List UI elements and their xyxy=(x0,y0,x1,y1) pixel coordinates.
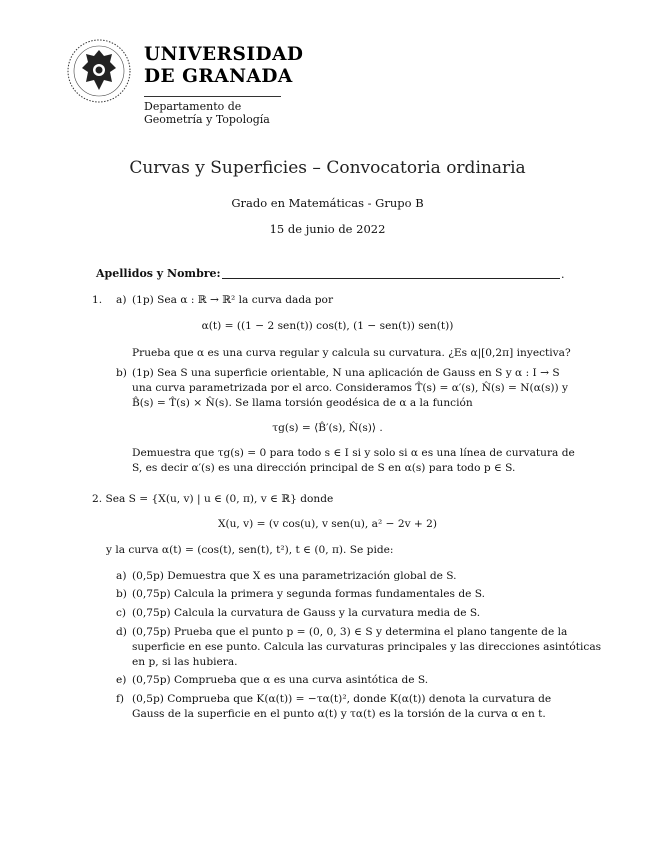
q1b-line2: una curva parametrizada por el arco. Consideramos T̂(s) = α′(s), N̂(s) = N(α(s)) y xyxy=(132,382,569,394)
header-divider xyxy=(144,96,281,97)
name-line-field[interactable] xyxy=(222,278,560,279)
q2e-label: e) xyxy=(116,674,127,686)
university-seal-icon xyxy=(66,38,132,104)
university-header xyxy=(66,38,306,128)
q2c-label: c) xyxy=(116,607,127,619)
department-name xyxy=(144,100,270,126)
q2b-label: b) xyxy=(116,588,127,600)
department-line1: Departamento de xyxy=(144,100,242,113)
q2-curve: y la curva α(t) = (cos(t), sen(t), t²), t ∈ (0, π). Se pide: xyxy=(106,544,394,556)
q2d-text-line1: (0,75p) Prueba que el punto p = (0, 0, 3) ∈ S y determina el plano tangente de la xyxy=(132,626,568,638)
q1a-text: (1p) Sea α : ℝ → ℝ² la curva dada por xyxy=(132,294,334,306)
q2d-text-line2: superficie en ese punto. Calcula las curvaturas principales y las direcciones asintóticas xyxy=(132,641,602,653)
q2a-text: (0,5p) Demuestra que X es una parametrización global de S. xyxy=(132,570,457,582)
q2f-text-line2: Gauss de la superficie en el punto α(t) y τα(t) es la torsión de la curva α en t. xyxy=(132,708,546,720)
q2-intro: 2. Sea S = {X(u, v) | u ∈ (0, π), v ∈ ℝ} donde xyxy=(92,493,334,505)
exam-subtitle: Grado en Matemáticas - Grupo B xyxy=(231,196,424,210)
department-line2: Geometría y Topología xyxy=(144,113,270,126)
q2b-text: (0,75p) Calcula la primera y segunda formas fundamentales de S. xyxy=(132,588,485,600)
q1b-line5: S, es decir α′(s) es una dirección principal de S en α(s) para todo p ∈ S. xyxy=(132,462,516,474)
q1-number: 1. xyxy=(92,294,103,306)
q1b-line1: (1p) Sea S una superficie orientable, N una aplicación de Gauss en S y α : I → S xyxy=(132,367,560,379)
exam-title: Curvas y Superficies – Convocatoria ordinaria xyxy=(129,158,526,178)
name-label xyxy=(96,267,221,280)
q1b-label: b) xyxy=(116,367,127,379)
q1b-formula: τg(s) = ⟨B̂′(s), N̂(s)⟩ . xyxy=(272,422,383,434)
q2d-text-line3: en p, si las hubiera. xyxy=(132,656,238,668)
q2c-text: (0,75p) Calcula la curvatura de Gauss y la curvatura media de S. xyxy=(132,607,481,619)
q2f-text-line1: (0,5p) Comprueba que K(α(t)) = −τα(t)², donde K(α(t)) denota la curvatura de xyxy=(132,693,552,705)
q1a-question: Prueba que α es una curva regular y calcula su curvatura. ¿Es α|[0,2π] inyectiva? xyxy=(132,347,571,359)
q1b-line4: Demuestra que τg(s) = 0 para todo s ∈ I si y solo si α es una línea de curvatura de xyxy=(132,447,575,459)
q2e-text: (0,75p) Comprueba que α es una curva asintótica de S. xyxy=(132,674,429,686)
q2f-label: f) xyxy=(116,693,125,705)
q2a-label: a) xyxy=(116,570,127,582)
name-line-end: . xyxy=(561,268,565,281)
name-label-text: Apellidos y Nombre: xyxy=(96,267,221,280)
exam-date: 15 de junio de 2022 xyxy=(269,222,386,236)
q1a-label: a) xyxy=(116,294,127,306)
q2d-label: d) xyxy=(116,626,127,638)
q1a-formula: α(t) = ((1 − 2 sen(t)) cos(t), (1 − sen(t)) sen(t)) xyxy=(201,320,454,332)
q2-formula: X(u, v) = (v cos(u), v sen(u), a² − 2v + 2) xyxy=(217,518,438,530)
university-name-line2: DE GRANADA xyxy=(144,66,293,87)
q1b-line3: B̂(s) = T̂(s) × N̂(s). Se llama torsión geodésica de α a la función xyxy=(132,397,473,409)
university-name-line1: UNIVERSIDAD xyxy=(144,44,304,65)
